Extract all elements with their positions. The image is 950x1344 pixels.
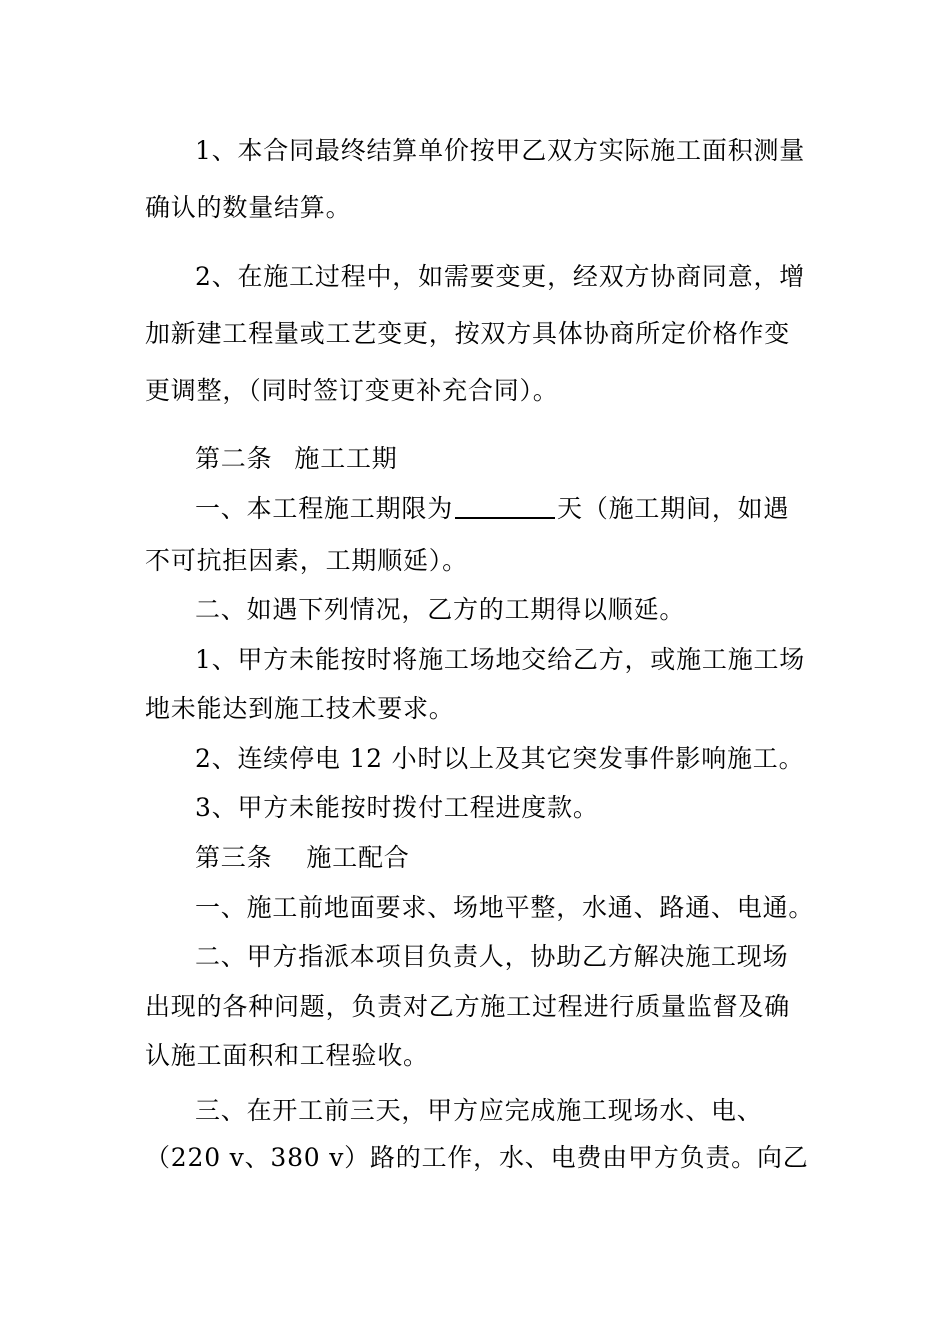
paragraph-line: 不可抗拒因素，工期顺延）。 [145, 546, 468, 575]
paragraph-line: 确认的数量结算。 [145, 193, 352, 222]
section-number: 第三条 [195, 843, 273, 872]
paragraph-line: 三、在开工前三天，甲方应完成施工现场水、电、 [195, 1096, 763, 1125]
paragraph-line: 更调整，（同时签订变更补充合同）。 [145, 376, 559, 405]
section-heading [195, 444, 398, 474]
paragraph-line: 一、本工程施工期限为 天（施工期间，如遇 [195, 494, 790, 523]
fill-in-blank [455, 495, 555, 519]
section-title: 施工配合 [306, 843, 410, 872]
paragraph-line: 出现的各种问题，负责对乙方施工过程进行质量监督及确 [145, 992, 791, 1021]
paragraph-line: 2、在施工过程中，如需要变更，经双方协商同意，增 [195, 262, 806, 291]
paragraph-line: 地未能达到施工技术要求。 [145, 694, 455, 723]
paragraph-line: 二、如遇下列情况，乙方的工期得以顺延。 [195, 595, 686, 624]
paragraph-line: 1、本合同最终结算单价按甲乙双方实际施工面积测量 [195, 136, 806, 165]
section-title: 施工工期 [294, 444, 398, 473]
paragraph-line: 一、施工前地面要求、场地平整，水通、路通、电通。 [195, 893, 815, 922]
paragraph-line: 1、甲方未能按时将施工场地交给乙方，或施工施工场 [195, 645, 806, 674]
paragraph-line: （220 v、380 v）路的工作，水、电费由甲方负责。向乙 [145, 1143, 809, 1172]
section-heading [195, 843, 410, 873]
paragraph-line: 认施工面积和工程验收。 [145, 1041, 429, 1070]
paragraph-line: 2、连续停电 12 小时以上及其它突发事件影响施工。 [195, 744, 805, 773]
section-number: 第二条 [195, 444, 273, 473]
paragraph-line: 加新建工程量或工艺变更，按双方具体协商所定价格作变 [145, 319, 791, 348]
paragraph-line: 3、甲方未能按时拨付工程进度款。 [195, 793, 599, 822]
paragraph-line: 二、甲方指派本项目负责人，协助乙方解决施工现场 [195, 942, 789, 971]
